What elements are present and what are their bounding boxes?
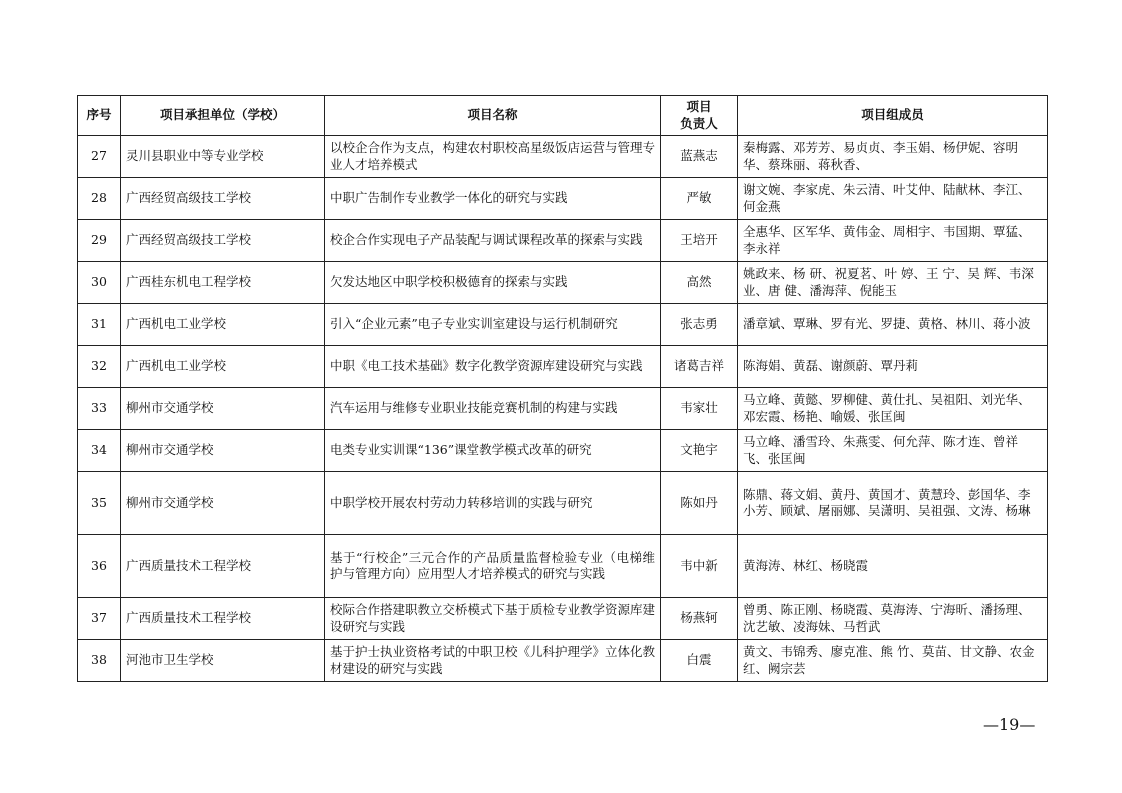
header-lead-line2: 负责人: [680, 115, 718, 131]
cell-lead: 严敏: [661, 178, 738, 220]
cell-members: 姚政来、杨 研、祝夏茗、叶 婷、王 宁、吴 辉、韦深业、唐 健、潘海萍、倪能玉: [738, 262, 1048, 304]
cell-name: 汽车运用与维修专业职业技能竞赛机制的构建与实践: [325, 388, 661, 430]
cell-name: 电类专业实训课“136”课堂教学模式改革的研究: [325, 430, 661, 472]
cell-name: 中职《电工技术基础》数字化教学资源库建设研究与实践: [325, 346, 661, 388]
cell-members: 谢文婉、李家虎、朱云清、叶艾仲、陆献林、李江、何金燕: [738, 178, 1048, 220]
table-row: [78, 346, 1048, 388]
cell-unit: 广西质量技术工程学校: [121, 598, 325, 640]
cell-no: 28: [78, 178, 121, 220]
cell-lead: 陈如丹: [661, 472, 738, 535]
cell-lead: 蓝燕志: [661, 136, 738, 178]
cell-members: 曾勇、陈正刚、杨晓霞、莫海涛、宁海昕、潘扬理、沈艺敏、凌海妹、马哲武: [738, 598, 1048, 640]
cell-members: 黄文、韦锦秀、廖克准、熊 竹、莫苗、甘文静、农金红、阙宗芸: [738, 640, 1048, 682]
cell-name: 校企合作实现电子产品装配与调试课程改革的探索与实践: [325, 220, 661, 262]
cell-name: 校际合作搭建职教立交桥模式下基于质检专业教学资源库建设研究与实践: [325, 598, 661, 640]
cell-unit: 广西经贸高级技工学校: [121, 220, 325, 262]
cell-name: 引入“企业元素”电子专业实训室建设与运行机制研究: [325, 304, 661, 346]
table-header-row: [78, 96, 1048, 136]
page-number: —19—: [983, 715, 1036, 734]
cell-no: 29: [78, 220, 121, 262]
cell-no: 35: [78, 472, 121, 535]
table-row: [78, 598, 1048, 640]
cell-no: 30: [78, 262, 121, 304]
cell-unit: 柳州市交通学校: [121, 430, 325, 472]
cell-unit: 广西桂东机电工程学校: [121, 262, 325, 304]
header-unit: 项目承担单位（学校）: [121, 96, 325, 136]
table-row: [78, 262, 1048, 304]
cell-lead: 杨燕轲: [661, 598, 738, 640]
table-row: [78, 304, 1048, 346]
project-table: [77, 95, 1048, 682]
cell-lead: 高然: [661, 262, 738, 304]
cell-no: 34: [78, 430, 121, 472]
header-lead-line1: 项目: [686, 99, 712, 114]
cell-no: 32: [78, 346, 121, 388]
cell-unit: 河池市卫生学校: [121, 640, 325, 682]
table-row: [78, 178, 1048, 220]
table-row: [78, 136, 1048, 178]
cell-lead: 王培开: [661, 220, 738, 262]
table-row: [78, 535, 1048, 598]
cell-no: 38: [78, 640, 121, 682]
cell-unit: 柳州市交通学校: [121, 388, 325, 430]
cell-name: 以校企合作为支点，构建农村职校高星级饭店运营与管理专业人才培养模式: [325, 136, 661, 178]
cell-unit: 广西质量技术工程学校: [121, 535, 325, 598]
cell-members: 秦梅露、邓芳芳、易贞贞、李玉娟、杨伊妮、容明华、蔡珠丽、蒋秋香、: [738, 136, 1048, 178]
cell-lead: 诸葛吉祥: [661, 346, 738, 388]
cell-no: 37: [78, 598, 121, 640]
cell-name: 欠发达地区中职学校积极德育的探索与实践: [325, 262, 661, 304]
cell-members: 黄海涛、林红、杨晓霞: [738, 535, 1048, 598]
cell-members: 陈鼎、蒋文娟、黄丹、黄国才、黄慧玲、彭国华、李小芳、顾斌、屠丽娜、吴潇明、吴祖强、文涛、杨琳: [738, 472, 1048, 535]
cell-unit: 广西经贸高级技工学校: [121, 178, 325, 220]
cell-members: 马立峰、潘雪玲、朱燕雯、何允萍、陈才连、曾祥飞、张匡闽: [738, 430, 1048, 472]
cell-unit: 柳州市交通学校: [121, 472, 325, 535]
cell-lead: 张志勇: [661, 304, 738, 346]
table-row: [78, 430, 1048, 472]
cell-no: 33: [78, 388, 121, 430]
cell-name: 中职学校开展农村劳动力转移培训的实践与研究: [325, 472, 661, 535]
cell-members: 全惠华、区军华、黄伟金、周相宇、韦国期、覃猛、李永祥: [738, 220, 1048, 262]
cell-members: 陈海娟、黄磊、谢颜蔚、覃丹莉: [738, 346, 1048, 388]
cell-name: 基于“行校企”三元合作的产品质量监督检验专业（电梯维护与管理方向）应用型人才培养模式的研究与实践: [325, 535, 661, 598]
header-members: 项目组成员: [738, 96, 1048, 136]
cell-lead: 韦中新: [661, 535, 738, 598]
table-row: [78, 220, 1048, 262]
table-row: [78, 388, 1048, 430]
cell-no: 36: [78, 535, 121, 598]
header-lead: [661, 96, 738, 136]
table-row: [78, 640, 1048, 682]
cell-no: 27: [78, 136, 121, 178]
cell-unit: 广西机电工业学校: [121, 346, 325, 388]
header-no: 序号: [78, 96, 121, 136]
cell-members: 马立峰、黄懿、罗柳健、黄仕扎、吴祖阳、刘光华、邓宏霞、杨艳、喻媛、张匡闽: [738, 388, 1048, 430]
header-name: 项目名称: [325, 96, 661, 136]
cell-unit: 广西机电工业学校: [121, 304, 325, 346]
cell-lead: 文艳宇: [661, 430, 738, 472]
cell-unit: 灵川县职业中等专业学校: [121, 136, 325, 178]
cell-name: 中职广告制作专业教学一体化的研究与实践: [325, 178, 661, 220]
table-row: [78, 472, 1048, 535]
cell-no: 31: [78, 304, 121, 346]
cell-members: 潘章斌、覃琳、罗有光、罗捷、黄格、林川、蒋小波: [738, 304, 1048, 346]
cell-lead: 白震: [661, 640, 738, 682]
cell-lead: 韦家壮: [661, 388, 738, 430]
cell-name: 基于护士执业资格考试的中职卫校《儿科护理学》立体化教材建设的研究与实践: [325, 640, 661, 682]
